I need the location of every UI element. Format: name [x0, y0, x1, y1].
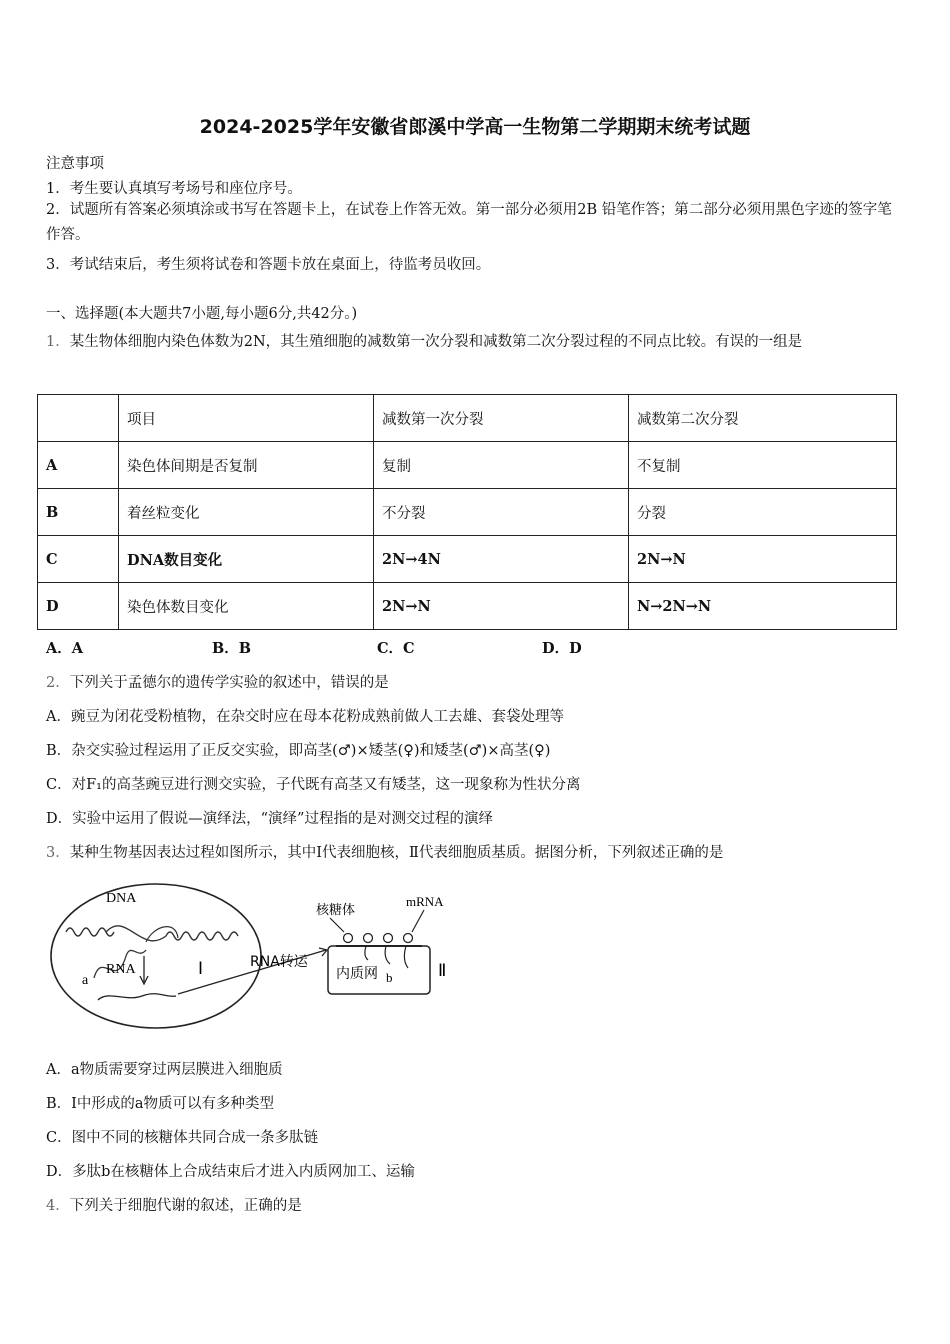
table-cell: 2N→4N [374, 536, 629, 583]
question-2-option-b: B．杂交实验过程运用了正反交实验，即高茎(♂)×矮茎(♀)和矮茎(♂)×高茎(♀) [46, 743, 551, 759]
question-3 [46, 841, 723, 862]
label-dna: DNA [106, 891, 137, 906]
label-b: b [386, 970, 393, 985]
notice-heading: 注意事项 [46, 156, 104, 172]
table-cell: D [38, 583, 119, 630]
option-a: A．A [46, 640, 84, 657]
table-cell: A [38, 442, 119, 489]
option-c: C．C [377, 640, 415, 657]
polypeptide-chains [365, 946, 408, 968]
table-cell: 不复制 [629, 442, 897, 489]
table-cell: 染色体数目变化 [119, 583, 374, 630]
option-b: B．B [212, 640, 252, 657]
gene-expression-diagram [46, 870, 466, 1035]
dna-strand [106, 926, 166, 941]
table-cell: B [38, 489, 119, 536]
label-ribosome: 核糖体 [316, 903, 356, 918]
table-cell: 减数第二次分裂 [629, 395, 897, 442]
question-2-number: 2． [46, 675, 70, 691]
table-row [38, 489, 897, 536]
ribosome [384, 934, 393, 943]
notice-item-2: 2．试题所有答案必须填涂或书写在答题卡上，在试卷上作答无效。第一部分必须用2B 铅笔作答；第二部分必须用黑色字迹的签字笔作答。 [46, 202, 892, 243]
label-er: 内质网 [336, 966, 378, 982]
question-1 [46, 324, 906, 360]
question-3-text: 某种生物基因表达过程如图所示，其中Ⅰ代表细胞核，Ⅱ代表细胞质基质。据图分析，下列叙述正确的是 [69, 845, 724, 861]
question-1-table [37, 394, 897, 630]
table-cell: 2N→N [374, 583, 629, 630]
ribosome-pointer [330, 918, 344, 932]
label-rna-transport: RNA转运 [250, 954, 308, 970]
question-2-text: 下列关于孟德尔的遗传学实验的叙述中，错误的是 [69, 675, 389, 691]
ribosome [404, 934, 413, 943]
label-cytoplasm: Ⅱ [438, 961, 447, 980]
table-cell: N→2N→N [629, 583, 897, 630]
ribosome [344, 934, 353, 943]
question-1-text: 某生物体细胞内染色体数为2N，其生殖细胞的减数第一次分裂和减数第二次分裂过程的不同点比较。有误的一组是 [69, 334, 803, 350]
table-cell: C [38, 536, 119, 583]
question-2-option-c: C．对F₁的高茎豌豆进行测交实验，子代既有高茎又有矮茎，这一现象称为性状分离 [46, 777, 581, 793]
label-nucleus: Ⅰ [198, 959, 204, 978]
table-cell: 项目 [119, 395, 374, 442]
table-cell [38, 395, 119, 442]
label-a: a [82, 973, 89, 988]
table-cell: 分裂 [629, 489, 897, 536]
table-row [38, 442, 897, 489]
mrna-a-strand [98, 994, 176, 1000]
page-title: 2024-2025学年安徽省郎溪中学高一生物第二学期期末统考试题 [199, 116, 751, 138]
question-4-text: 下列关于细胞代谢的叙述，正确的是 [69, 1198, 302, 1214]
question-3-number: 3． [46, 845, 70, 861]
question-3-option-c: C．图中不同的核糖体共同合成一条多肽链 [46, 1130, 319, 1146]
table-cell: 复制 [374, 442, 629, 489]
question-2-option-d: D．实验中运用了假说—演绎法，“演绎”过程指的是对测交过程的演绎 [46, 811, 493, 827]
section-heading: 一、选择题(本大题共7小题,每小题6分,共42分。) [46, 306, 358, 322]
option-d: D．D [542, 640, 582, 657]
label-mrna: mRNA [406, 894, 444, 909]
question-2-option-a: A．豌豆为闭花受粉植物，在杂交时应在母本花粉成熟前做人工去雄、套袋处理等 [46, 709, 564, 725]
question-4 [46, 1194, 302, 1215]
question-3-option-a: A．a物质需要穿过两层膜进入细胞质 [46, 1062, 283, 1078]
question-1-number: 1． [46, 334, 70, 350]
table-row [38, 583, 897, 630]
question-3-option-d: D．多肽b在核糖体上合成结束后才进入内质网加工、运输 [46, 1164, 415, 1180]
question-4-number: 4． [46, 1198, 70, 1214]
notice-item-3: 3．考试结束后，考生须将试卷和答题卡放在桌面上，待监考员收回。 [46, 257, 491, 273]
table-cell: 2N→N [629, 536, 897, 583]
table-row [38, 536, 897, 583]
label-rna: RNA [106, 962, 136, 977]
notice-item-1: 1．考生要认真填写考场号和座位序号。 [46, 181, 302, 197]
table-header-row [38, 395, 897, 442]
question-2 [46, 671, 389, 692]
table-cell: 减数第一次分裂 [374, 395, 629, 442]
table-cell: 着丝粒变化 [119, 489, 374, 536]
question-3-option-b: B．Ⅰ中形成的a物质可以有多种类型 [46, 1096, 275, 1112]
table-cell: DNA数目变化 [119, 536, 374, 583]
table-cell: 不分裂 [374, 489, 629, 536]
table-cell: 染色体间期是否复制 [119, 442, 374, 489]
ribosome [364, 934, 373, 943]
mrna-pointer [412, 910, 424, 932]
nucleus-outline [51, 884, 261, 1028]
